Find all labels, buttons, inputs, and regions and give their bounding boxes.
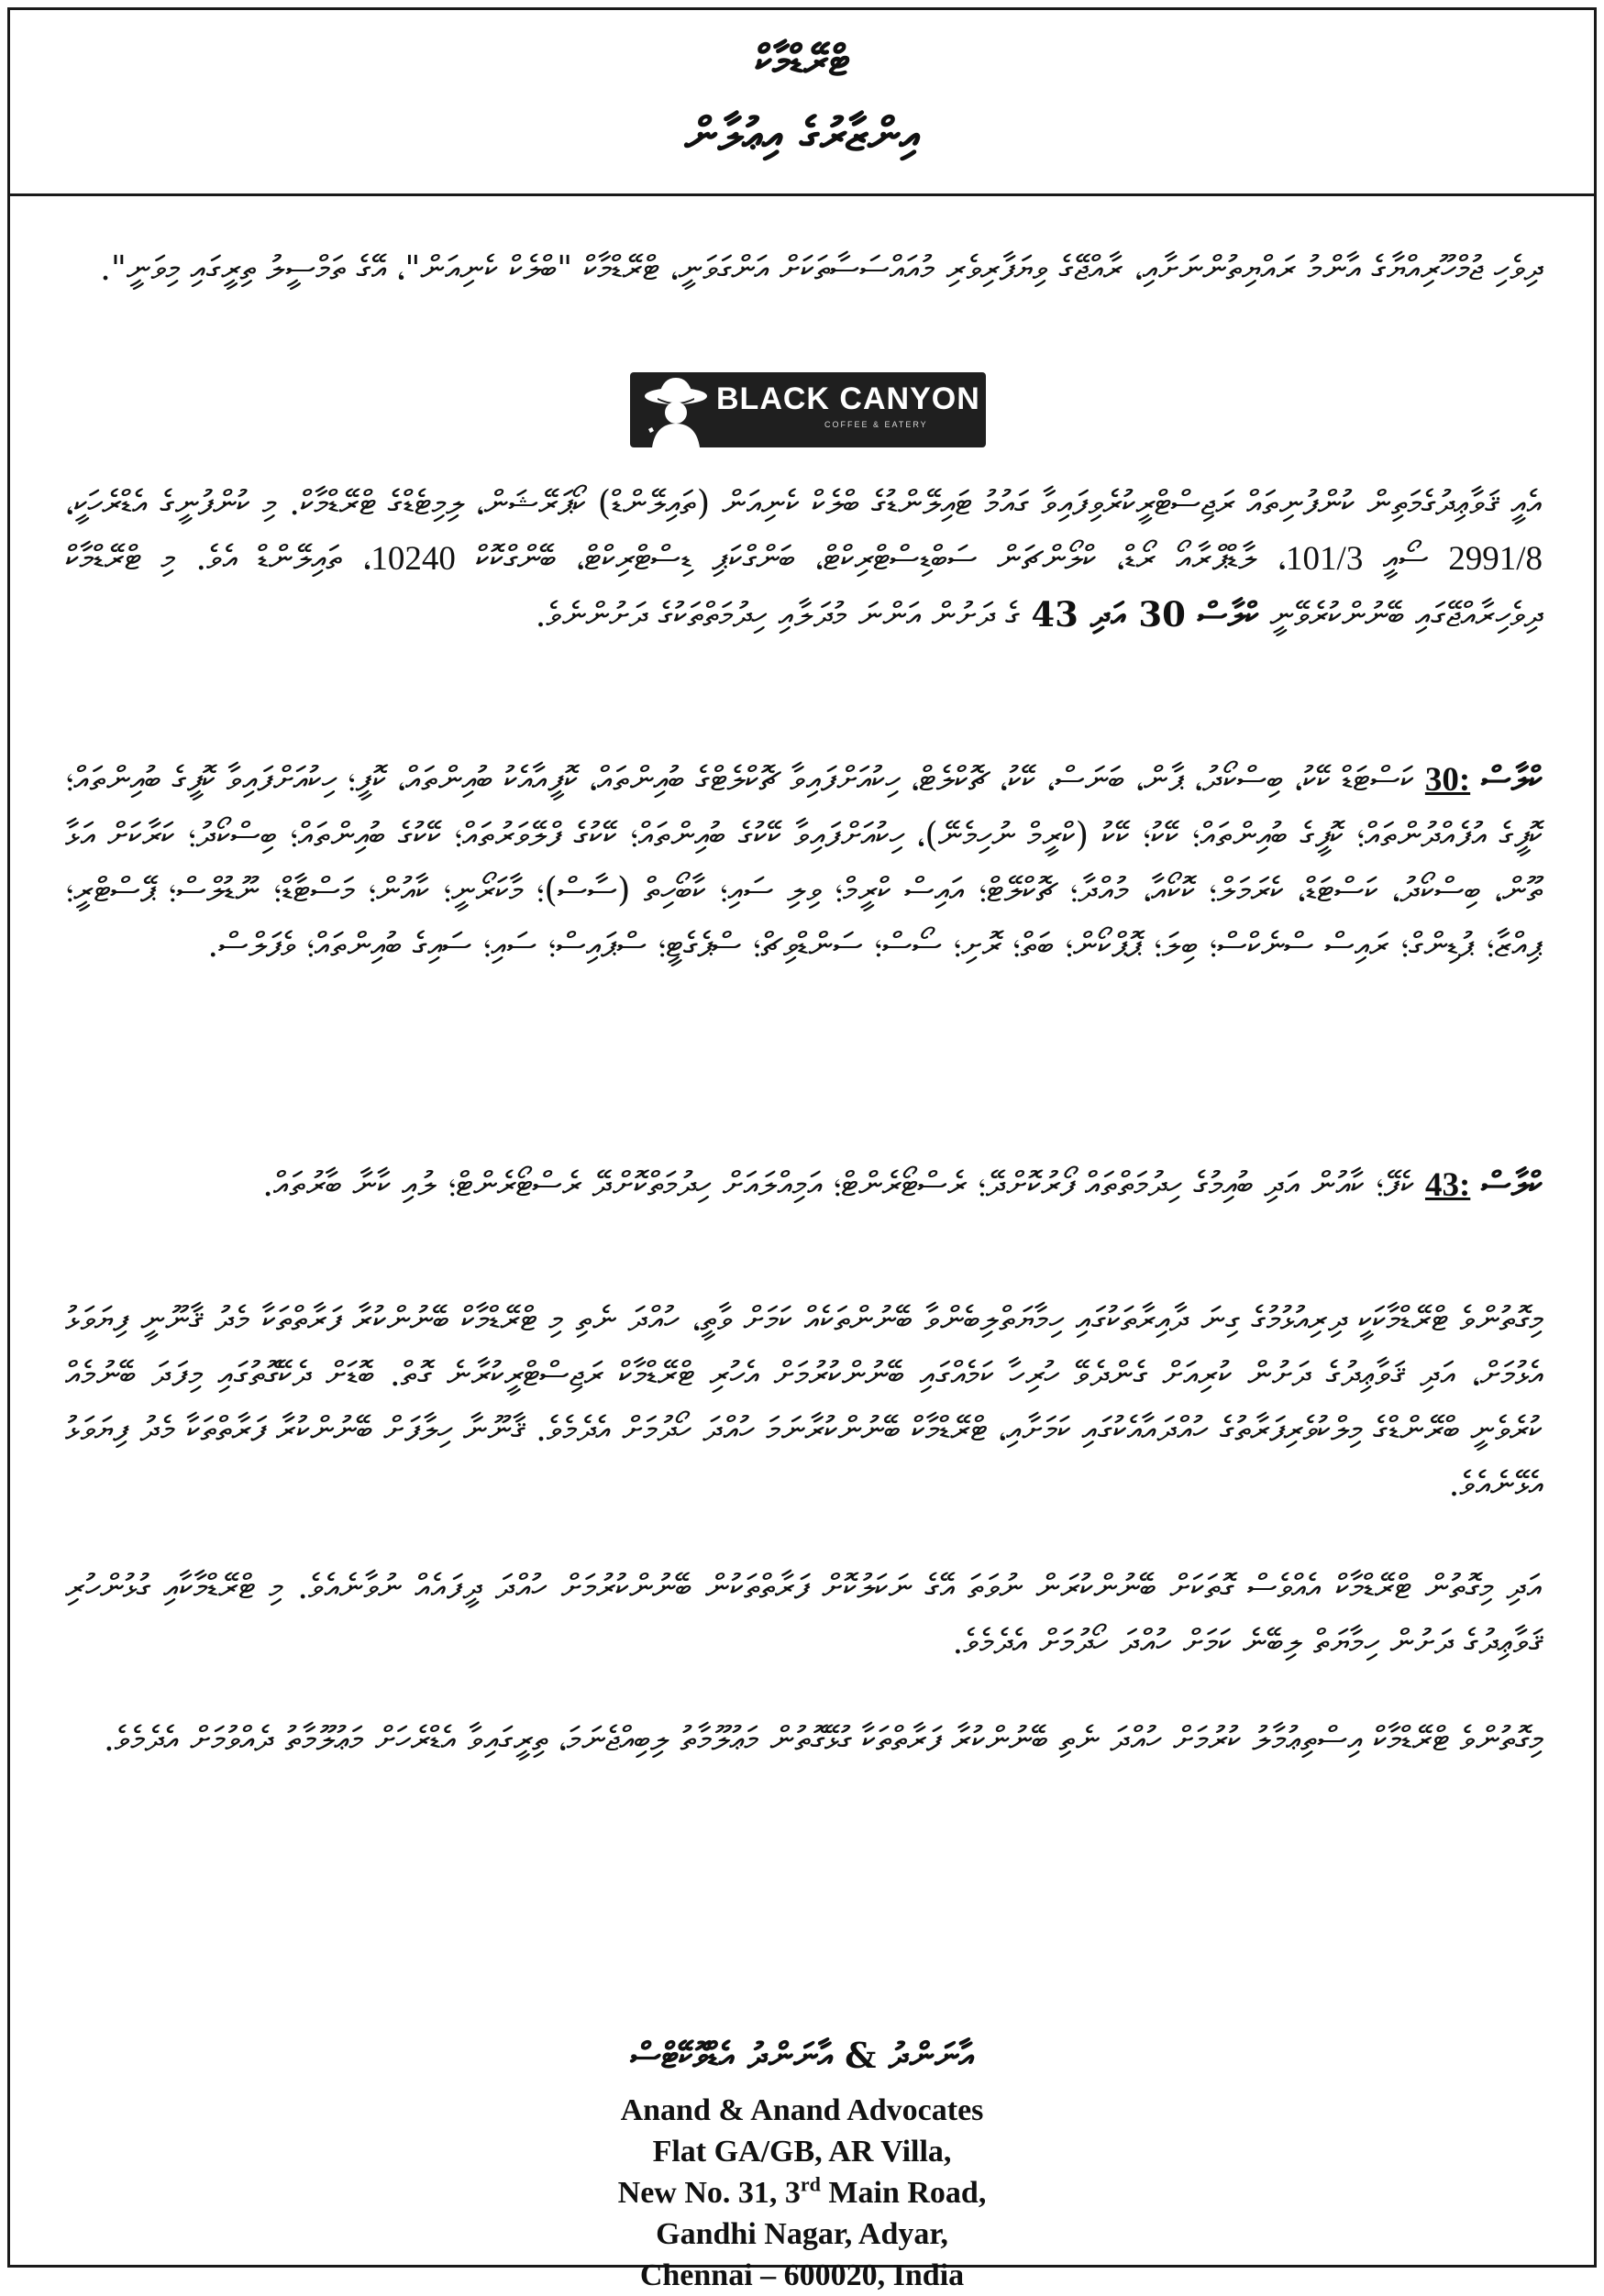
owner-text-a: އެއީ ޤަވާޢިދުގެމަތިން ކުންފުނިތައް ރަޖިސްޓްރީކުރެވިފައިވާ ގައުމު ޓައިލޭންޑުގެ ބްލެކް ކެނިއަން (ތައިލޭންޑް) ކޯޕަރޭޝަން، ލިމިޓެޑްގެ ޓްރޭޑްމާކް. މި ކުންފުނީގެ އެޑްރެހަކީ، xyxy=(65,483,1543,523)
classes-reference: ކްލާސް 30 އަދި 43 xyxy=(1031,594,1259,635)
address-line-2 xyxy=(10,2172,1594,2213)
class-30-goods: ކަސްޓަޑް ކޭކު، ބިސްކޯދު، ޕާން، ބަނަސް، ކޭކު، ޗޮކްލެޓް، ހިކުއަށްފައިވާ ޗޮކްލެޓްގެ ބުއިންތައް، ކޮފީއާއެކު ބުއިންތައް، ކޮފީ؛ ހިކުއަށްފައިވާ ކޮފީގެ ބުއިންތައް؛ ކޮފީގެ އުފެއްދުންތައް؛ ކޮފީގެ ބުއިންތައް؛ ކޭކު؛ ކޭކު (ކްރީމް ނުހިމެނޭ)، ހިކުއަށްފައިވާ ކޭކުގެ ބުއިންތައް؛ ކޭކުގެ ފްލޭވަރުތައް؛ ކޭކުގެ ބުއިންތައް؛ ބިސްކޯދު؛ ކަރާކަށް އަޅާ ތޫން، ބިސްކޯދު، ކަސްޓަޑް، ކެރަމަލް؛ ކޮކޯއާ، މުއްދާ؛ ޗޮކްލޭޓް؛ އައިސް ކްރީމް؛ ވިލި ސައި؛ ކާބޯހިތް (ސާސް)؛ މާކަރޯނީ؛ ކާއުން؛ މަސްޓާޑް؛ ނޫޑުލްސް؛ ޕޭސްޓްރީ؛ ޕިއްޒާ؛ ޕުޑިންގް؛ ރައިސް ސްނެކްސް؛ ބިލަ؛ ޕޮޕްކޯން؛ ބަތް؛ ރޮށި؛ ސޯސް؛ ސަންޑްވިޗް؛ ސްޕެގެޓީ؛ ސްޕައިސް؛ ސައި؛ ސައިގެ ބުއިންތައް؛ ވެފަލްސް. xyxy=(65,759,1543,965)
cowboy-mascot-icon xyxy=(636,372,716,447)
class-43-number: 43: xyxy=(1424,1166,1471,1204)
class-30-paragraph xyxy=(65,751,1543,973)
class-43-services: ކެފޭ؛ ކާއުން އަދި ބުއިމުގެ ހިދުމަތްތައް ފޯރުކޮށްދޭ؛ ރެސްޓޯރެންޓް؛ އަމިއްލައަށް ހިދުމަތްކޮށްދޭ ރެސްޓޯރެންޓް؛ ލުއި ކާނާ ބާރުތައް. xyxy=(262,1165,1415,1204)
notice-subtitle: އިންޒާރުގެ އިޢުލާން xyxy=(684,107,920,161)
black-canyon-logo xyxy=(630,372,986,447)
owner-paragraph xyxy=(65,476,1543,643)
address-line-4: Chennai – 600020, India xyxy=(639,2258,965,2292)
address-line-2-b: Main Road, xyxy=(820,2176,987,2210)
law-firm-name-dhivehi: އާނަންދު & އާނަންދު އެޑްވޮކޭޓްސް xyxy=(630,2035,974,2076)
law-firm-address xyxy=(10,2090,1594,2296)
class-30-number: 30: xyxy=(1424,761,1471,799)
owner-text-b: ސޯއީ xyxy=(1382,538,1429,578)
owner-text-d: ، ތައިލޭންޑް އެވެ. މި ޓްރޭޑްމާކް ދިވެހިރާއްޖޭގައި ބޭނުންކުރެވޭނީ xyxy=(65,538,1543,635)
intro-paragraph: ދިވެހި ޖުމްހޫރިއްޔާގެ އާންމު ރައްޔިތުންނަށާއި، ރާއްޖޭގެ ވިޔަފާރިވެރި މުއައްސަސާތަކަށް އަންގަވަނީ، ޓްރޭޑްމާކް "ބްލެކް ކެނިއަން"، އޭގެ ތަމްސީލު ތިރީގައި މިވަނީ". xyxy=(100,248,1543,288)
permission-paragraph: އަދި މިގޮތުން ޓްރޭޑްމާކް އެއްވެސް ގޮތަކަށް ބޭނުންކުރަން ނުވަތަ އޭގެ ނަކަލުކޮށް ފަރާތްތަކުން ބޭނުންކުރުމަށް ހުއްދަ ދީފައެއް ނުވާނެއެވެ. މި ޓްރޭޑްމާކާއި ގުޅުންހުރި ޤަވާޢިދުގެ ދަށުން ހިމާޔަތް ލިބޭނެ ކަމަށް ހުއްދަ ހޯދުމަށް އެދެމެވެ. xyxy=(65,1567,1543,1661)
ordinal-suffix: rd xyxy=(800,2172,821,2196)
logo-wordmark: BLACK CANYON xyxy=(716,381,980,416)
postal-code: 10240 xyxy=(371,540,456,578)
address-line-1: Flat GA/GB, AR Villa, xyxy=(652,2135,952,2169)
warning-paragraph: މިގޮތުންވެ ޓްރޭޑްމާކަކީ ދިރިއުޅުމުގެ ގިނަ ދާއިރާތަކުގައި ހިމާޔަތްލިބެންވާ ބޭނުންތަކެއް ކަމަށް ވާތީ، ހުއްދަ ނެތި މި ޓްރޭޑްމާކް ބޭނުންކުރާ ފަރާތްތަކާ މެދު ޤާނޫނީ ފިޔަވަޅު އެޅުމަށް، އަދި ޤަވާޢިދުގެ ދަށުން ކުރިއަށް ގެންދެވޭ ހުރިހާ ކަމެއްގައި ބޭނުންކުރުމަށް އެހުރި ޓްރޭޑްމާކް ރަޖިސްޓްރީކުރާނެ ގޮތް. ބޮޑަށް ދެކޭގޮތުގައި މިފަދަ ބޭނުމެއް ކުރެވެނީ ބްރޭންޑްގެ މިލްކުވެރިފަރާތުގެ ހުއްދައާއެކުގައި ކަމަށާއި، ޓްރޭޑްމާކް ބޭނުންކުރާނަމަ ހުއްދަ ހޯދުމަށް އެދެމެވެ. ޤާނޫނާ ހިލާފަށް ބޭނުންކުރާ ފަރާތްތަކާ މެދު ފިޔަވަޅު އެޅޭނެއެވެ. xyxy=(65,1299,1543,1504)
header-divider xyxy=(10,193,1594,196)
notice-title: ޓްރޭޑްމާކް xyxy=(755,36,849,85)
class-43-label: ކްލާސް xyxy=(1481,1164,1543,1204)
notice-page xyxy=(7,7,1597,2292)
class-30-label: ކްލާސް xyxy=(1481,758,1543,799)
class-43-paragraph xyxy=(65,1156,1543,1213)
owner-text-c: ، ލާޑްޕްރާއޯ ރޯޑް، ކްލޯންޗަން ސަބްޑިސްޓްރިކްޓް، ބަންގްކަޕި ޑިސްޓްރިކްޓް، ބޭންގްކޮކް xyxy=(475,538,1287,578)
law-firm-name: Anand & Anand Advocates xyxy=(620,2093,984,2127)
owner-text-e: ގެ ދަށުން އަންނަ މުދަލާއި ހިދުމަތްތަކުގެ ދަށުންނެވެ. xyxy=(535,595,1021,635)
contact-paragraph: މިގޮތުންވެ ޓްރޭޑްމާކް އިސްތިޢުމާލު ކުރުމަށް ހުއްދަ ނެތި ބޭނުންކުރާ ފަރާތްތަކާ ގުޅޭގޮތުން މަޢުލޫމާތު ލިބިއްޖެނަމަ، ތިރީގައިވާ އެޑްރެހަށް މަޢުލޫމާތު ދެއްވުމަށް އެދެމެވެ. xyxy=(103,1719,1543,1759)
address-moo: 101/3 xyxy=(1286,540,1364,578)
address-line-2-a: New No. 31, 3 xyxy=(617,2176,801,2210)
logo-tagline: COFFEE & EATERY xyxy=(824,420,928,429)
address-number: 2991/8 xyxy=(1448,540,1543,578)
address-line-3: Gandhi Nagar, Adyar, xyxy=(656,2217,948,2251)
